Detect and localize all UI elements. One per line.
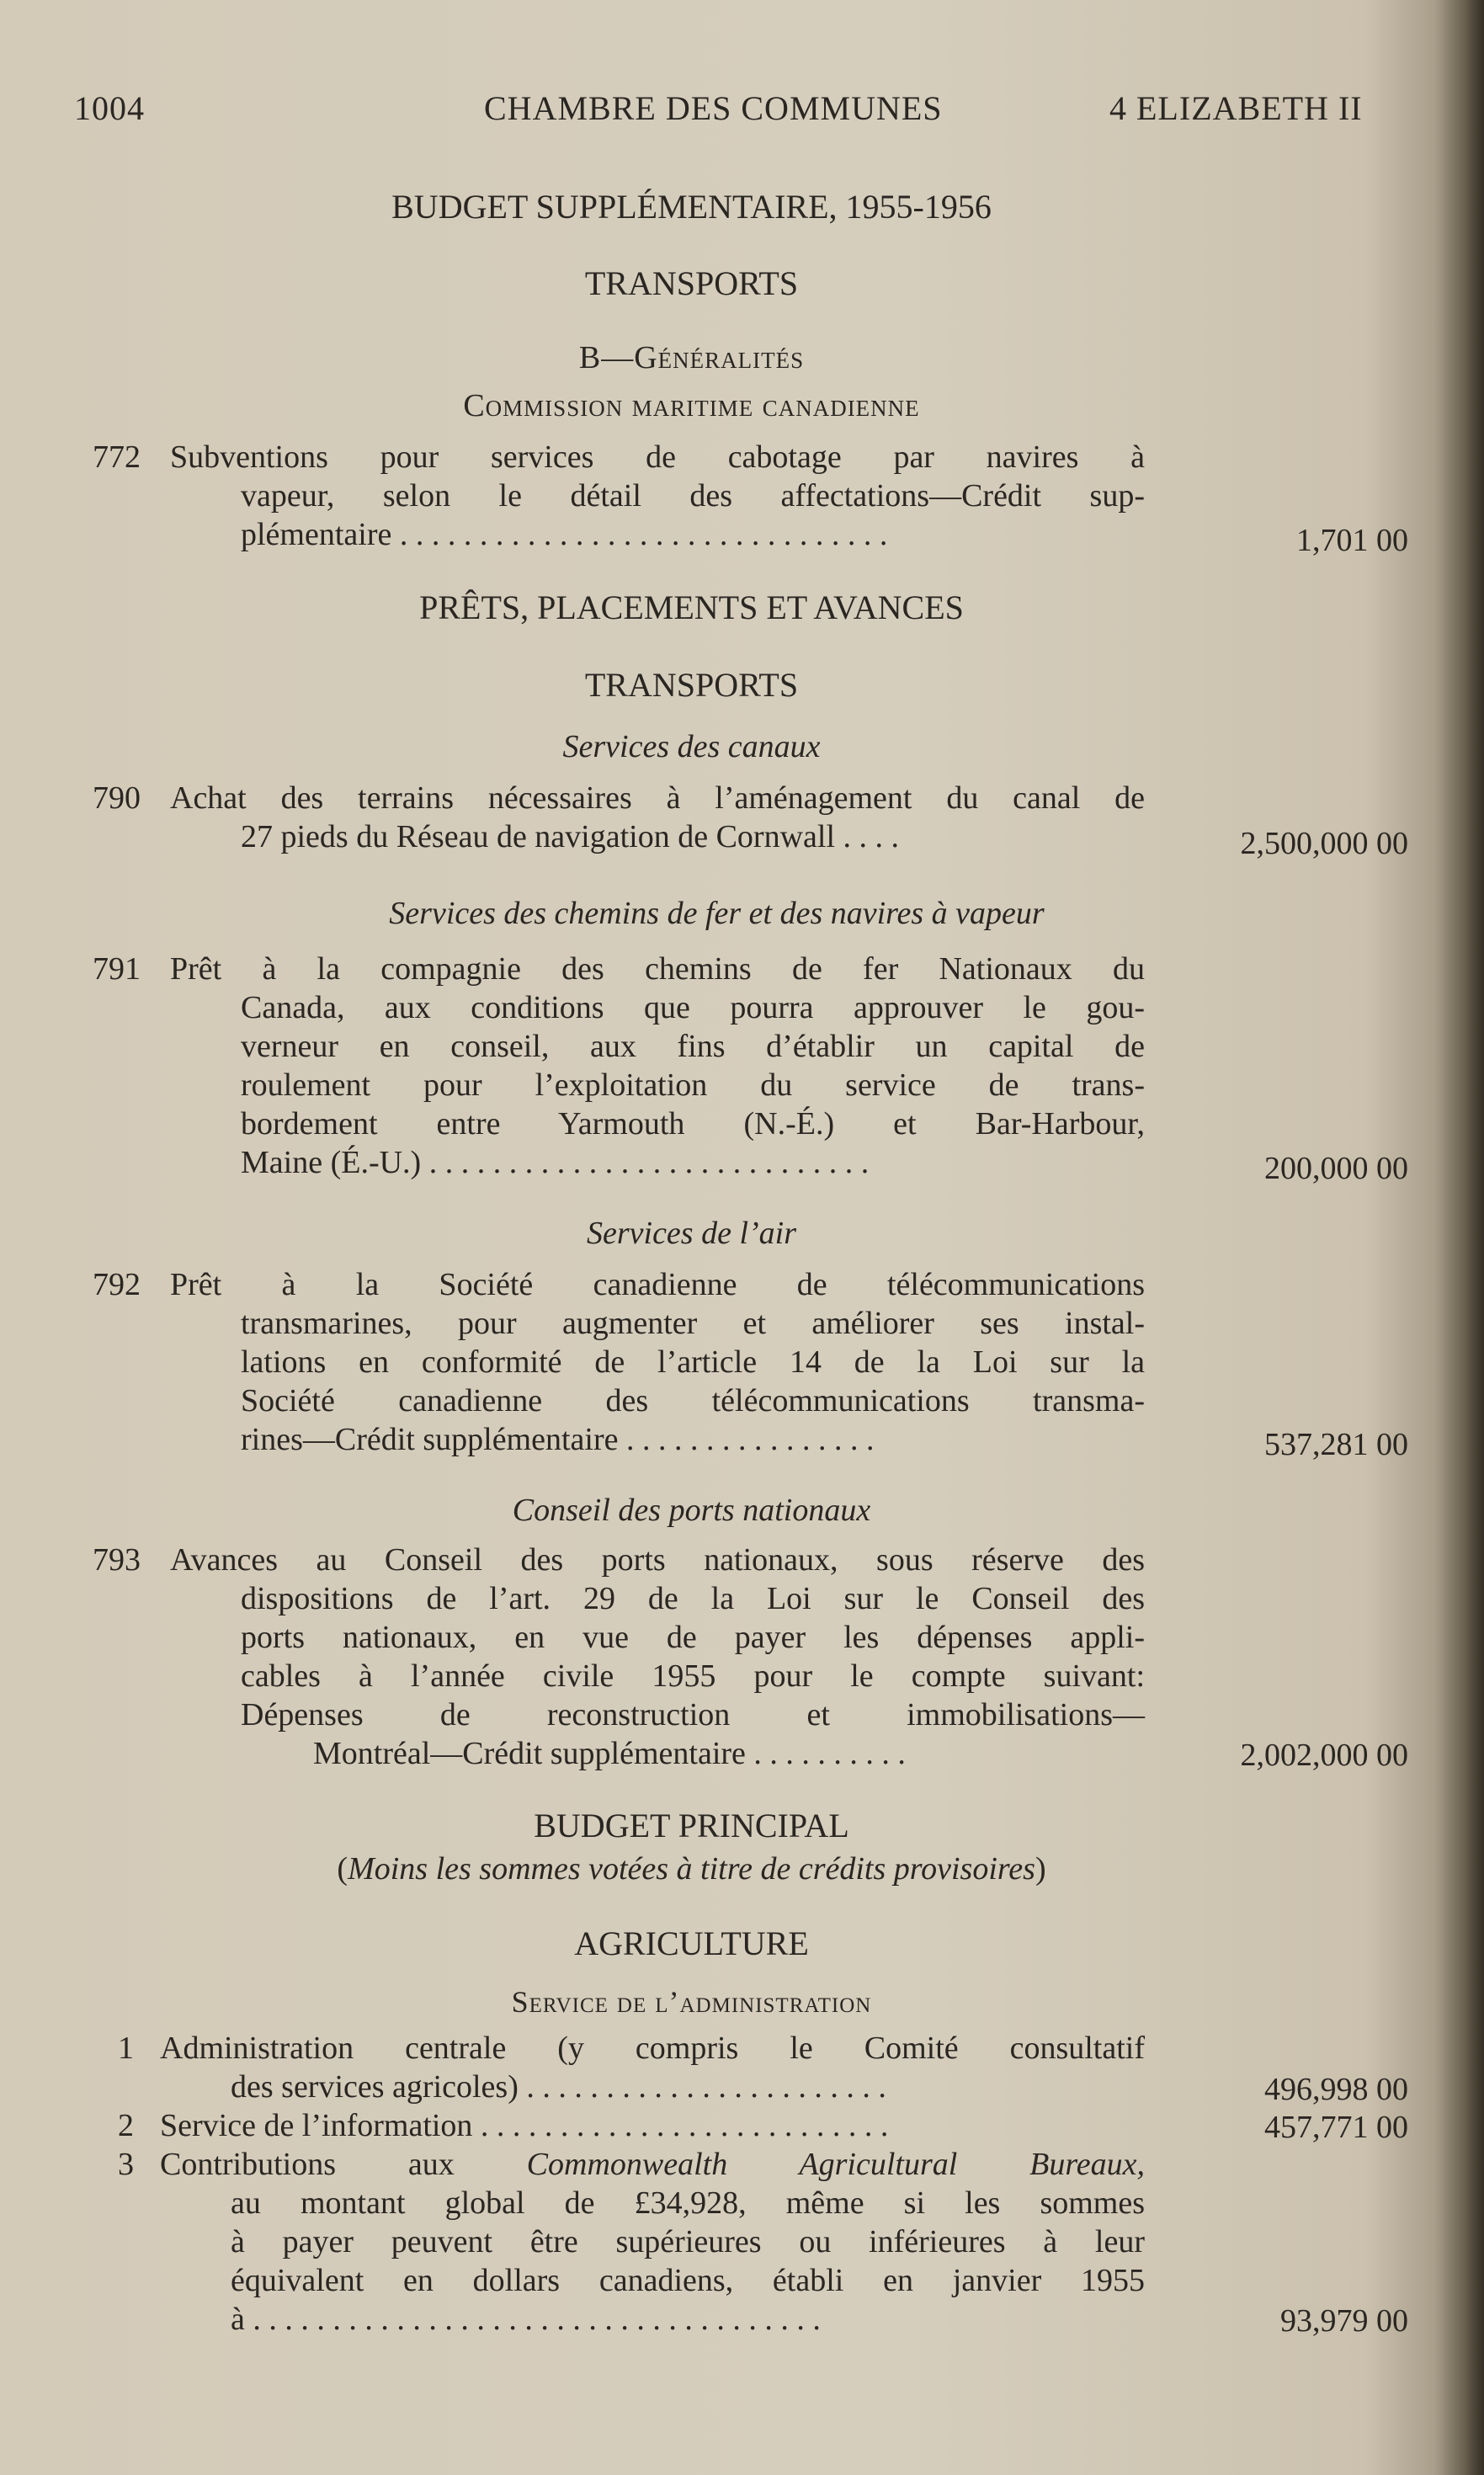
vote-text: vapeur, selon le détail des affectations—Crédit sup- <box>241 478 1145 514</box>
reign-label: 4 ELIZABETH II <box>1109 89 1363 127</box>
vote-amount: 2,500,000 00 <box>1240 826 1408 861</box>
subheading-ports: Conseil des ports nationaux <box>512 1493 871 1528</box>
vote-amount: 537,281 00 <box>1264 1427 1408 1462</box>
vote-amount: 457,771 00 <box>1264 2110 1408 2145</box>
department-heading-transports: TRANSPORTS <box>584 666 799 704</box>
vote-number: 791 <box>93 951 141 987</box>
vote-text: 27 pieds du Réseau de navigation de Cornwall . . . . <box>241 819 900 854</box>
vote-text: Avances au Conseil des ports nationaux, sous réserve des <box>170 1542 1145 1578</box>
vote-text: verneur en conseil, aux fins d’établir un capital de <box>241 1029 1145 1064</box>
subheading-administration: Service de l’administration <box>511 1985 872 2019</box>
running-head: CHAMBRE DES COMMUNES <box>484 89 943 127</box>
vote-text: des services agricoles) . . . . . . . . . . . . . . . . . . . . . . . <box>231 2069 886 2105</box>
vote-text: Achat des terrains nécessaires à l’aménagement du canal de <box>170 780 1145 816</box>
vote-number: 790 <box>93 780 141 816</box>
vote-number: 2 <box>118 2108 134 2143</box>
vote-item-792 <box>93 1265 1145 1459</box>
vote-item-1 <box>118 2029 1145 2106</box>
vote-text: équivalent en dollars canadiens, établi en janvier 1955 <box>231 2263 1145 2298</box>
vote-number: 1 <box>118 2031 134 2066</box>
section-title-supplementary: BUDGET SUPPLÉMENTAIRE, 1955-1956 <box>391 188 992 226</box>
vote-text: au montant global de £34,928, même si les sommes <box>231 2185 1145 2221</box>
vote-item-3 <box>118 2145 1145 2339</box>
subheading-canals: Services des canaux <box>562 729 821 764</box>
vote-number: 3 <box>118 2147 134 2182</box>
vote-text-plain: Contributions aux <box>160 2147 527 2182</box>
vote-text <box>160 2145 1145 2184</box>
vote-item-772 <box>93 438 1145 554</box>
vote-text: Service de l’information . . . . . . . . . . . . . . . . . . . . . . . . . . <box>160 2108 889 2143</box>
vote-text: Administration centrale (y compris le Comité consultatif <box>160 2031 1145 2066</box>
vote-number: 793 <box>93 1542 141 1578</box>
vote-item-2 <box>118 2106 1145 2145</box>
paren: ( <box>337 1851 348 1887</box>
subheading-b-general: B—Généralités <box>578 340 805 375</box>
subheading-air: Services de l’air <box>586 1216 797 1251</box>
vote-text: Canada, aux conditions que pourra approuver le gou- <box>241 990 1145 1025</box>
note-text: Moins les sommes votées à titre de crédits provisoires <box>348 1851 1035 1887</box>
page-gutter-shadow <box>1433 0 1484 2475</box>
vote-amount: 200,000 00 <box>1264 1151 1408 1186</box>
vote-item-791 <box>93 950 1145 1182</box>
department-heading-transports: TRANSPORTS <box>584 264 799 302</box>
page-number: 1004 <box>74 89 145 127</box>
vote-text: dispositions de l’art. 29 de la Loi sur le Conseil des <box>241 1581 1145 1616</box>
vote-text: bordement entre Yarmouth (N.-É.) et Bar-Harbour, <box>241 1106 1145 1142</box>
vote-text: transmarines, pour augmenter et améliorer ses instal- <box>241 1306 1145 1341</box>
section-title-loans: PRÊTS, PLACEMENTS ET AVANCES <box>419 588 964 626</box>
paren: ) <box>1035 1851 1046 1887</box>
vote-amount: 93,979 00 <box>1280 2303 1408 2339</box>
department-heading-agriculture: AGRICULTURE <box>574 1924 809 1962</box>
vote-text: rines—Crédit supplémentaire . . . . . . . . . . . . . . . . <box>241 1422 875 1457</box>
vote-amount: 496,998 00 <box>1264 2072 1408 2107</box>
vote-text: lations en conformité de l’article 14 de la Loi sur la <box>241 1344 1145 1380</box>
vote-text: à . . . . . . . . . . . . . . . . . . . . . . . . . . . . . . . . . . . . <box>231 2302 821 2337</box>
vote-text: plémentaire . . . . . . . . . . . . . . . . . . . . . . . . . . . . . . . <box>241 517 888 552</box>
vote-number: 792 <box>93 1267 141 1302</box>
vote-item-793 <box>93 1541 1145 1773</box>
vote-item-790 <box>93 779 1145 856</box>
vote-text: Dépenses de reconstruction et immobilisations— <box>241 1697 1145 1732</box>
vote-text: roulement pour l’exploitation du service de trans- <box>241 1067 1145 1103</box>
vote-text: Prêt à la Société canadienne de télécommunications <box>170 1267 1145 1302</box>
vote-text: Subventions pour services de cabotage par navires à <box>170 439 1145 475</box>
vote-text: Montréal—Crédit supplémentaire . . . . . . . . . . <box>313 1736 906 1771</box>
section-title-main-estimates: BUDGET PRINCIPAL <box>534 1807 849 1844</box>
vote-text: Prêt à la compagnie des chemins de fer Nationaux du <box>170 951 1145 987</box>
vote-text: Maine (É.-U.) . . . . . . . . . . . . . . . . . . . . . . . . . . . . <box>241 1145 870 1180</box>
vote-amount: 1,701 00 <box>1296 523 1408 558</box>
vote-text: à payer peuvent être supérieures ou inférieures à leur <box>231 2224 1145 2259</box>
main-estimates-note <box>0 1850 1433 1887</box>
vote-text: cables à l’année civile 1955 pour le compte suivant: <box>241 1658 1145 1694</box>
vote-text: ports nationaux, en vue de payer les dépenses appli- <box>241 1620 1145 1655</box>
subheading-commission: Commission maritime canadienne <box>463 388 920 423</box>
vote-number: 772 <box>93 439 141 475</box>
vote-amount: 2,002,000 00 <box>1240 1738 1408 1773</box>
vote-text: Société canadienne des télécommunications transma- <box>241 1383 1145 1418</box>
subheading-railways: Services des chemins de fer et des navires à vapeur <box>389 896 1045 931</box>
vote-text-italic: Commonwealth Agricultural Bureaux, <box>526 2147 1145 2182</box>
